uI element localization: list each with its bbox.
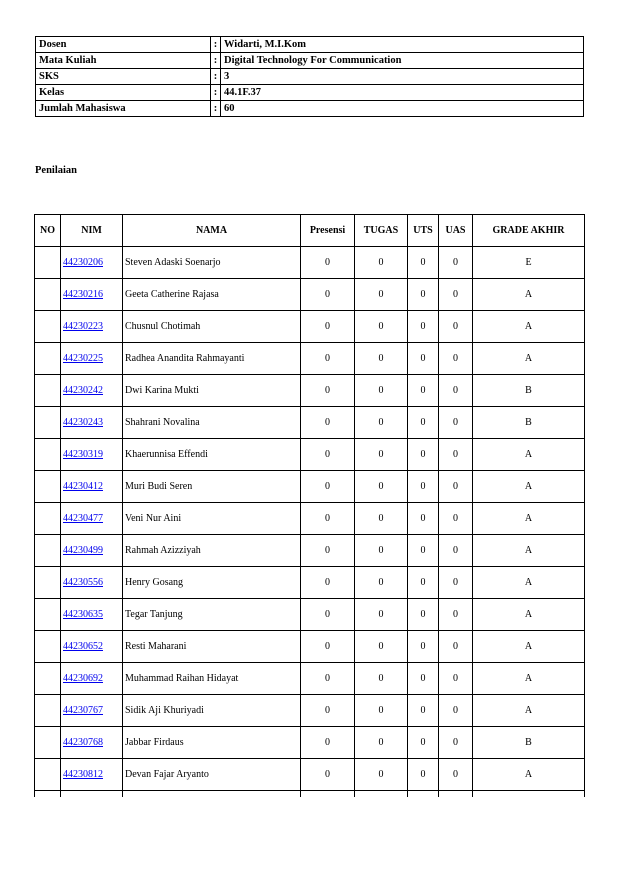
- student-name-cell: Sidik Aji Khuriyadi: [123, 695, 301, 727]
- info-row: [36, 85, 584, 101]
- student-name-cell: Devan Fajar Aryanto: [123, 759, 301, 791]
- student-nim-link-cell: [61, 279, 123, 311]
- student-nim-link[interactable]: 44230477: [63, 512, 103, 524]
- partial-cell: [123, 791, 301, 798]
- info-label: Mata Kuliah: [36, 53, 211, 69]
- presensi-score-cell: 0: [301, 471, 355, 503]
- partial-cell: [301, 791, 355, 798]
- row-number-cell: [35, 439, 61, 471]
- student-nim-link-cell: [61, 343, 123, 375]
- presensi-score-cell: 0: [301, 663, 355, 695]
- section-title: Penilaian: [35, 165, 78, 176]
- info-value: 44.1F.37: [221, 85, 584, 101]
- student-nim-link-cell: [61, 439, 123, 471]
- uas-score-cell: 0: [439, 503, 473, 535]
- info-value: 60: [221, 101, 584, 117]
- row-number-cell: [35, 279, 61, 311]
- partial-cell: [473, 791, 585, 798]
- presensi-score-cell: 0: [301, 695, 355, 727]
- partial-cell: [439, 791, 473, 798]
- table-row: [35, 343, 585, 375]
- table-row: [35, 247, 585, 279]
- student-nim-link[interactable]: 44230692: [63, 672, 103, 684]
- row-number-cell: [35, 599, 61, 631]
- student-nim-link[interactable]: 44230767: [63, 704, 103, 716]
- info-separator: :: [211, 101, 221, 117]
- final-grade-cell: B: [473, 375, 585, 407]
- info-label: Kelas: [36, 85, 211, 101]
- column-header: TUGAS: [355, 215, 408, 247]
- uas-score-cell: 0: [439, 375, 473, 407]
- partial-cell: [408, 791, 439, 798]
- partial-cell: [355, 791, 408, 798]
- final-grade-cell: A: [473, 279, 585, 311]
- uts-score-cell: 0: [408, 759, 439, 791]
- student-nim-link[interactable]: 44230768: [63, 736, 103, 748]
- table-row-partial: [35, 791, 585, 798]
- row-number-cell: [35, 567, 61, 599]
- tugas-score-cell: 0: [355, 439, 408, 471]
- student-name-cell: Geeta Catherine Rajasa: [123, 279, 301, 311]
- presensi-score-cell: 0: [301, 759, 355, 791]
- student-name-cell: Shahrani Novalina: [123, 407, 301, 439]
- student-nim-link[interactable]: 44230652: [63, 640, 103, 652]
- partial-cell: [35, 791, 61, 798]
- presensi-score-cell: 0: [301, 311, 355, 343]
- final-grade-cell: A: [473, 567, 585, 599]
- column-header: UAS: [439, 215, 473, 247]
- student-name-cell: Resti Maharani: [123, 631, 301, 663]
- final-grade-cell: E: [473, 247, 585, 279]
- table-row: [35, 503, 585, 535]
- uts-score-cell: 0: [408, 311, 439, 343]
- student-name-cell: Veni Nur Aini: [123, 503, 301, 535]
- student-nim-link[interactable]: 44230635: [63, 608, 103, 620]
- tugas-score-cell: 0: [355, 727, 408, 759]
- presensi-score-cell: 0: [301, 279, 355, 311]
- uas-score-cell: 0: [439, 599, 473, 631]
- tugas-score-cell: 0: [355, 663, 408, 695]
- tugas-score-cell: 0: [355, 407, 408, 439]
- student-name-cell: Henry Gosang: [123, 567, 301, 599]
- uas-score-cell: 0: [439, 567, 473, 599]
- student-nim-link-cell: [61, 631, 123, 663]
- presensi-score-cell: 0: [301, 535, 355, 567]
- info-separator: :: [211, 85, 221, 101]
- student-nim-link-cell: [61, 375, 123, 407]
- info-row: [36, 37, 584, 53]
- uas-score-cell: 0: [439, 695, 473, 727]
- tugas-score-cell: 0: [355, 375, 408, 407]
- presensi-score-cell: 0: [301, 247, 355, 279]
- student-nim-link-cell: [61, 311, 123, 343]
- uas-score-cell: 0: [439, 471, 473, 503]
- table-row: [35, 695, 585, 727]
- final-grade-cell: A: [473, 503, 585, 535]
- presensi-score-cell: 0: [301, 599, 355, 631]
- student-name-cell: Chusnul Chotimah: [123, 311, 301, 343]
- uas-score-cell: 0: [439, 535, 473, 567]
- student-nim-link-cell: [61, 663, 123, 695]
- tugas-score-cell: 0: [355, 503, 408, 535]
- final-grade-cell: B: [473, 407, 585, 439]
- final-grade-cell: A: [473, 663, 585, 695]
- table-row: [35, 599, 585, 631]
- uas-score-cell: 0: [439, 247, 473, 279]
- student-name-cell: Khaerunnisa Effendi: [123, 439, 301, 471]
- row-number-cell: [35, 727, 61, 759]
- presensi-score-cell: 0: [301, 439, 355, 471]
- uas-score-cell: 0: [439, 663, 473, 695]
- student-nim-link[interactable]: 44230206: [63, 256, 103, 268]
- uts-score-cell: 0: [408, 663, 439, 695]
- student-nim-link[interactable]: 44230225: [63, 352, 103, 364]
- final-grade-cell: A: [473, 695, 585, 727]
- info-separator: :: [211, 69, 221, 85]
- final-grade-cell: A: [473, 759, 585, 791]
- student-nim-link-cell: [61, 407, 123, 439]
- uts-score-cell: 0: [408, 343, 439, 375]
- info-value: Digital Technology For Communication: [221, 53, 584, 69]
- table-row: [35, 567, 585, 599]
- table-row: [35, 375, 585, 407]
- tugas-score-cell: 0: [355, 759, 408, 791]
- info-label: Dosen: [36, 37, 211, 53]
- uts-score-cell: 0: [408, 247, 439, 279]
- final-grade-cell: A: [473, 535, 585, 567]
- table-row: [35, 727, 585, 759]
- final-grade-cell: A: [473, 311, 585, 343]
- student-name-cell: Tegar Tanjung: [123, 599, 301, 631]
- uts-score-cell: 0: [408, 599, 439, 631]
- column-header: GRADE AKHIR: [473, 215, 585, 247]
- info-value: 3: [221, 69, 584, 85]
- uts-score-cell: 0: [408, 567, 439, 599]
- uts-score-cell: 0: [408, 279, 439, 311]
- course-info-body: [36, 37, 584, 117]
- uas-score-cell: 0: [439, 311, 473, 343]
- uts-score-cell: 0: [408, 695, 439, 727]
- column-header: NAMA: [123, 215, 301, 247]
- grades-body: [35, 247, 585, 798]
- table-row: [35, 631, 585, 663]
- student-nim-link-cell: [61, 759, 123, 791]
- student-name-cell: Muri Budi Seren: [123, 471, 301, 503]
- student-nim-link[interactable]: 44230216: [63, 288, 103, 300]
- tugas-score-cell: 0: [355, 599, 408, 631]
- student-nim-link-cell: [61, 503, 123, 535]
- table-row: [35, 311, 585, 343]
- presensi-score-cell: 0: [301, 503, 355, 535]
- partial-cell: [61, 791, 123, 798]
- uts-score-cell: 0: [408, 471, 439, 503]
- row-number-cell: [35, 247, 61, 279]
- presensi-score-cell: 0: [301, 567, 355, 599]
- uas-score-cell: 0: [439, 439, 473, 471]
- info-separator: :: [211, 37, 221, 53]
- info-row: [36, 101, 584, 117]
- student-nim-link[interactable]: 44230319: [63, 448, 103, 460]
- grades-header-row: [35, 215, 585, 247]
- final-grade-cell: A: [473, 343, 585, 375]
- presensi-score-cell: 0: [301, 727, 355, 759]
- column-header: NIM: [61, 215, 123, 247]
- row-number-cell: [35, 759, 61, 791]
- course-info-table: [35, 36, 584, 117]
- uts-score-cell: 0: [408, 439, 439, 471]
- presensi-score-cell: 0: [301, 407, 355, 439]
- presensi-score-cell: 0: [301, 375, 355, 407]
- table-row: [35, 471, 585, 503]
- row-number-cell: [35, 375, 61, 407]
- student-name-cell: Dwi Karina Mukti: [123, 375, 301, 407]
- student-nim-link-cell: [61, 695, 123, 727]
- uts-score-cell: 0: [408, 727, 439, 759]
- info-row: [36, 53, 584, 69]
- uts-score-cell: 0: [408, 535, 439, 567]
- row-number-cell: [35, 503, 61, 535]
- row-number-cell: [35, 663, 61, 695]
- row-number-cell: [35, 631, 61, 663]
- uts-score-cell: 0: [408, 631, 439, 663]
- student-name-cell: Jabbar Firdaus: [123, 727, 301, 759]
- table-row: [35, 407, 585, 439]
- student-nim-link[interactable]: 44230243: [63, 416, 103, 428]
- row-number-cell: [35, 471, 61, 503]
- tugas-score-cell: 0: [355, 567, 408, 599]
- grades-table: [34, 214, 585, 797]
- tugas-score-cell: 0: [355, 247, 408, 279]
- presensi-score-cell: 0: [301, 343, 355, 375]
- row-number-cell: [35, 343, 61, 375]
- tugas-score-cell: 0: [355, 343, 408, 375]
- uas-score-cell: 0: [439, 407, 473, 439]
- uas-score-cell: 0: [439, 759, 473, 791]
- tugas-score-cell: 0: [355, 311, 408, 343]
- student-name-cell: Rahmah Azizziyah: [123, 535, 301, 567]
- row-number-cell: [35, 311, 61, 343]
- uas-score-cell: 0: [439, 343, 473, 375]
- column-header: Presensi: [301, 215, 355, 247]
- uas-score-cell: 0: [439, 631, 473, 663]
- row-number-cell: [35, 695, 61, 727]
- student-nim-link-cell: [61, 535, 123, 567]
- uts-score-cell: 0: [408, 503, 439, 535]
- tugas-score-cell: 0: [355, 471, 408, 503]
- student-nim-link[interactable]: 44230412: [63, 480, 103, 492]
- table-row: [35, 279, 585, 311]
- info-label: SKS: [36, 69, 211, 85]
- final-grade-cell: A: [473, 439, 585, 471]
- student-nim-link[interactable]: 44230499: [63, 544, 103, 556]
- final-grade-cell: A: [473, 631, 585, 663]
- student-nim-link-cell: [61, 247, 123, 279]
- info-row: [36, 69, 584, 85]
- student-name-cell: Radhea Anandita Rahmayanti: [123, 343, 301, 375]
- final-grade-cell: A: [473, 599, 585, 631]
- uts-score-cell: 0: [408, 375, 439, 407]
- column-header: NO: [35, 215, 61, 247]
- student-nim-link[interactable]: 44230812: [63, 768, 103, 780]
- column-header: UTS: [408, 215, 439, 247]
- student-nim-link-cell: [61, 727, 123, 759]
- tugas-score-cell: 0: [355, 279, 408, 311]
- student-nim-link[interactable]: 44230242: [63, 384, 103, 396]
- info-value: Widarti, M.I.Kom: [221, 37, 584, 53]
- tugas-score-cell: 0: [355, 535, 408, 567]
- student-nim-link-cell: [61, 567, 123, 599]
- info-label: Jumlah Mahasiswa: [36, 101, 211, 117]
- table-row: [35, 759, 585, 791]
- info-separator: :: [211, 53, 221, 69]
- uas-score-cell: 0: [439, 279, 473, 311]
- uts-score-cell: 0: [408, 407, 439, 439]
- student-nim-link-cell: [61, 599, 123, 631]
- uas-score-cell: 0: [439, 727, 473, 759]
- table-row: [35, 663, 585, 695]
- row-number-cell: [35, 535, 61, 567]
- presensi-score-cell: 0: [301, 631, 355, 663]
- student-name-cell: Muhammad Raihan Hidayat: [123, 663, 301, 695]
- final-grade-cell: B: [473, 727, 585, 759]
- student-nim-link[interactable]: 44230223: [63, 320, 103, 332]
- tugas-score-cell: 0: [355, 695, 408, 727]
- table-row: [35, 535, 585, 567]
- student-nim-link[interactable]: 44230556: [63, 576, 103, 588]
- table-row: [35, 439, 585, 471]
- final-grade-cell: A: [473, 471, 585, 503]
- tugas-score-cell: 0: [355, 631, 408, 663]
- student-name-cell: Steven Adaski Soenarjo: [123, 247, 301, 279]
- row-number-cell: [35, 407, 61, 439]
- student-nim-link-cell: [61, 471, 123, 503]
